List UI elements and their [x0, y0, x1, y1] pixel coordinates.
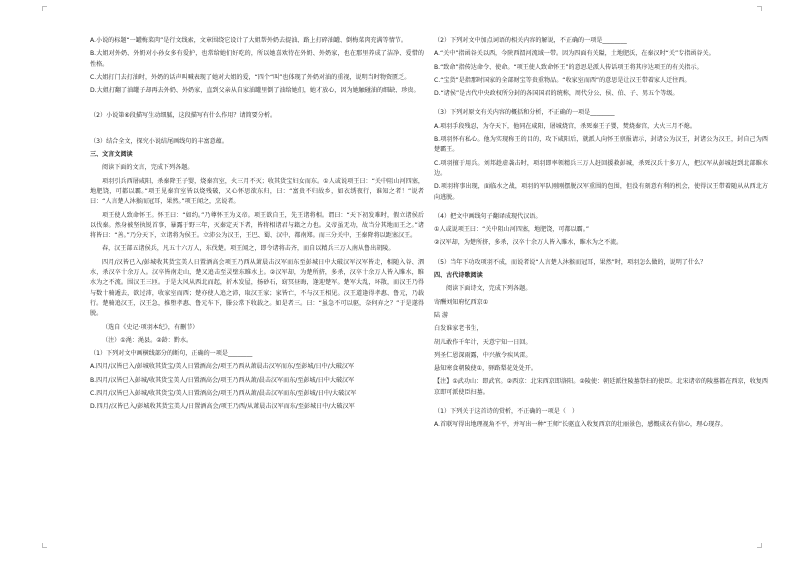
option-d: D.“诸侯”是古代中央政权所分封的各国国君的统称，周代分公、侯、伯、子、男五个等级。: [434, 90, 679, 98]
option-c: C.“宝货”是指那时国家的全部财宝等贵重物品。“收家室而西”的意思是让汉王带着家人迁往西。: [434, 76, 691, 84]
right-column: [434, 36, 768, 434]
classical-passage: 项羽引兵西屠咸阳，杀秦降王子婴，烧秦宫室，火三月不灭；收其货宝妇女而东。①人或说项王曰：“关中阻山河四塞，地肥饶，可都以霸。”项王见秦宫室皆以烧残破，又心怀思欲东归，曰：“富贵不归故乡，如衣绣夜行，谁知之者！”说者曰：“人言楚人沐猴而冠耳，果然。”项王闻之，烹说者。: [90, 177, 424, 206]
question-2: （2）小说第⑥段描写生动细腻，这段描写有什么作用？请简要分析。: [90, 112, 277, 120]
left-column: [90, 36, 424, 416]
option-c: C.四月/汉皆已入彭城/收其货宝/美人日置酒高会/项王乃西从萧/晨击汉军而东/至彭城/日中/大破汉军: [90, 390, 357, 398]
section-heading: 四、古代诗歌阅读: [434, 272, 483, 280]
option-d: D.项羽将事出现，面临水之战，项羽的军队刚刚摆脱汉军重围的包围，但没有刻意有利的机会，使得汉王带着随从从西北方向逃脱。: [434, 183, 768, 201]
option-c: C.大姐打门去打油时，外奶的话声叫喊表现了她对大姐的爱，“四个“叫”也体现了外奶对油的重视，说明当时物资匮乏。: [90, 73, 411, 81]
question-1: （1）下列对文中画横线部分的断句，正确的一项是________: [90, 350, 253, 358]
classical-passage: 项王使人致命怀王。怀王曰：“如约。”乃尊怀王为义帝。项王欲自王，先王诸将相。谓曰：“天下初发难时，假立诸侯后以伐秦。然身被坚执锐首事，暴露于野三年，灭秦定天下者，皆将相诸君与籍之力也。义帝虽无功，故当分其地而王之。”诸将皆曰：“善。”乃分天下，立诸将为侯王。立沛公为汉王，王巴、蜀、汉中，都南郑。而三分关中，王秦降将以距塞汉王。: [90, 211, 424, 240]
option-a: A.首联写得出地理视角不平，并写出一种“王师”长驱直入收复西京的壮丽景色，感慨成衣有信心，理心现存。: [434, 421, 727, 429]
classical-passage: 四月/汉皆已入/彭城收其货宝美人日置酒高会项王乃西从萧晨击汉军而东至彭城日中大破汉军汉军皆走，相随入谷、泗水，杀汉卒十余万人。汉卒皆南走山，楚又追击至灵壁东睢水上。②汉军却，为楚所挤，多杀，汉卒十余万人皆入睢水，睢水为之不流。围汉王三匝。于是大风从西北而起，折木发屋，扬砂石，窈冥昼晦，逢迎楚军。楚军大乱，坏散，而汉王乃得与数十骑遁去，欲过沛，收家室而西；楚亦使人追之沛，取汉王家；家皆亡，不与汉王相见。汉王道逢得孝惠、鲁元，乃载行。楚骑追汉王，汉王急，推堕孝惠、鲁元车下，滕公常下收载之。如是者三。曰：“虽急不可以驱，奈何弃之？”于是遂得脱。: [90, 258, 424, 318]
option-b: B.项羽怀有私心。他为实现称王的目的，攻下咸阳后，就派人向怀王禀报请示，封诸公为汉王，封诸公为汉王，封自己为西楚霸王。: [434, 136, 768, 154]
question-3: （3）下列对原文有关内容的概括和分析，不正确的一项是________: [434, 109, 615, 117]
instruction: 阅读下面诗文，完成下列各题。: [446, 285, 532, 293]
corner-mark: [757, 543, 762, 548]
question-3: （3）结合全文，探究小说结尾画线句的丰富意蕴。: [90, 137, 228, 145]
section-heading: 三、文言文阅读: [90, 151, 133, 159]
option-b: B.大姐对外奶、外奶对小孙女多有爱护，也常给她们好吃的，所以她喜欢待在外奶、外奶家，也在那里养成了洁净、爱惜的性格。: [90, 50, 424, 68]
poem-title: 寄酬刘知府忆西京①: [434, 298, 489, 306]
poem-author: 陆 游: [434, 311, 449, 319]
option-a: A.小说的标题“一罐梅菜肉”是行文线索，文章围绕它设计了大姐帮外奶去提油、路上打碎油罐、倒梅菜肉充满等情节。: [90, 37, 407, 44]
option-b: B.四月/汉皆已入彭城/收其货宝美人/日置酒高会/项王乃西从萧/晨击汉军而东/至彭城/日中大破汉军: [90, 376, 355, 384]
option-a: A.“关中”指函谷关以西，今陕西渭河流域一带。因为四面有关隘，土地肥沃，在秦汉时“关”专指函谷关。: [434, 50, 715, 58]
poem-line: 列圣仁恩深雨露，中兴赦令疾风雷。: [434, 351, 532, 359]
poem-line: 悬知寒食朝陵使①，驿路梨花处处开。: [434, 365, 537, 373]
option-d: D.四月/汉皆已入/彭城收其货宝美人/日置酒高会/项王乃西/从萧晨击汉军而东/至彭城日中/大破汉军: [90, 403, 355, 411]
corner-mark: [757, 6, 762, 11]
question-5: （5）当年下功攻项羽不成，而说者说“人言楚人沐猴而冠耳，果然”时，项羽怎么做的，说明了什么？: [434, 258, 707, 266]
classical-passage: 春，汉王部五诸侯兵，凡五十六万人，东伐楚。项王闻之，即令诸将击齐，而自以精兵三万人南从鲁出胡陵。: [102, 245, 395, 253]
question-1: （1）下列关于这首诗的赏析，不正确的一项是（ ）: [434, 408, 579, 416]
poem-notes: 【注】①武功山：即武官。②西京：北宋西京即洛阳。②陵使：朝廷派往陵墓祭扫的使臣。北宋诸帝的陵墓都在西京，收复西京即可派使臣扫墓。: [434, 378, 768, 396]
source-note: （选自《史记·项羽本纪》，有删节）: [102, 323, 199, 331]
instruction: 阅读下面的文言，完成下列各题。: [102, 164, 194, 172]
translate-item-2: ②汉军却，为楚所挤，多杀，汉卒十余万人皆入睢水，睢水为之不流。: [434, 239, 623, 247]
corner-mark: [42, 6, 47, 11]
option-a: A.项羽手段残忍，为夺天下，他同在咸阳，屠城烧宫，杀死秦王子婴，焚烧秦宫，大火三月不熄。: [434, 122, 696, 130]
option-b: B.“致命”指传达命令、使命。“项王使人致命怀王”的意思是派人传话项王将其序达项王的有关指示。: [434, 63, 703, 71]
poem-line: 胡儿敢作千年计，天意宁知一日回。: [434, 338, 532, 346]
question-2: （2）下列对文中加点词语的相关内容的解说，不正确的一项是________: [434, 37, 627, 44]
option-c: C.项羽擅于用兵。刘邦趁虚袭击时，项羽即率领精兵三万人赶回援救彭城，杀死汉兵十多万人，把汉军从彭城赶到北部睢水边。: [434, 159, 768, 177]
poem-line: 白发谁家老书生，: [434, 325, 483, 333]
corner-mark: [42, 543, 47, 548]
translate-item-1: ①人或说项王曰：“关中阻山河四塞，地肥饶，可都以霸。”: [434, 226, 589, 234]
option-d: D.大姐打翻了油罐子却再去外奶、外奶家，直到父亲从自家油罐里倒了油给她们，她才放心，因为她触碰油的细缺、珍贵。: [90, 87, 420, 95]
annotation: （注）①渑：渑县。②龄：黔水。: [102, 336, 193, 344]
question-4: （4）把文中画线句子翻译成现代汉语。: [434, 212, 542, 220]
option-a: A.四月/汉皆已入/彭城收其货宝/美人日置酒高会/项王乃西从萧晨击汉军而东/至彭城/日中/大破汉军: [90, 363, 355, 371]
